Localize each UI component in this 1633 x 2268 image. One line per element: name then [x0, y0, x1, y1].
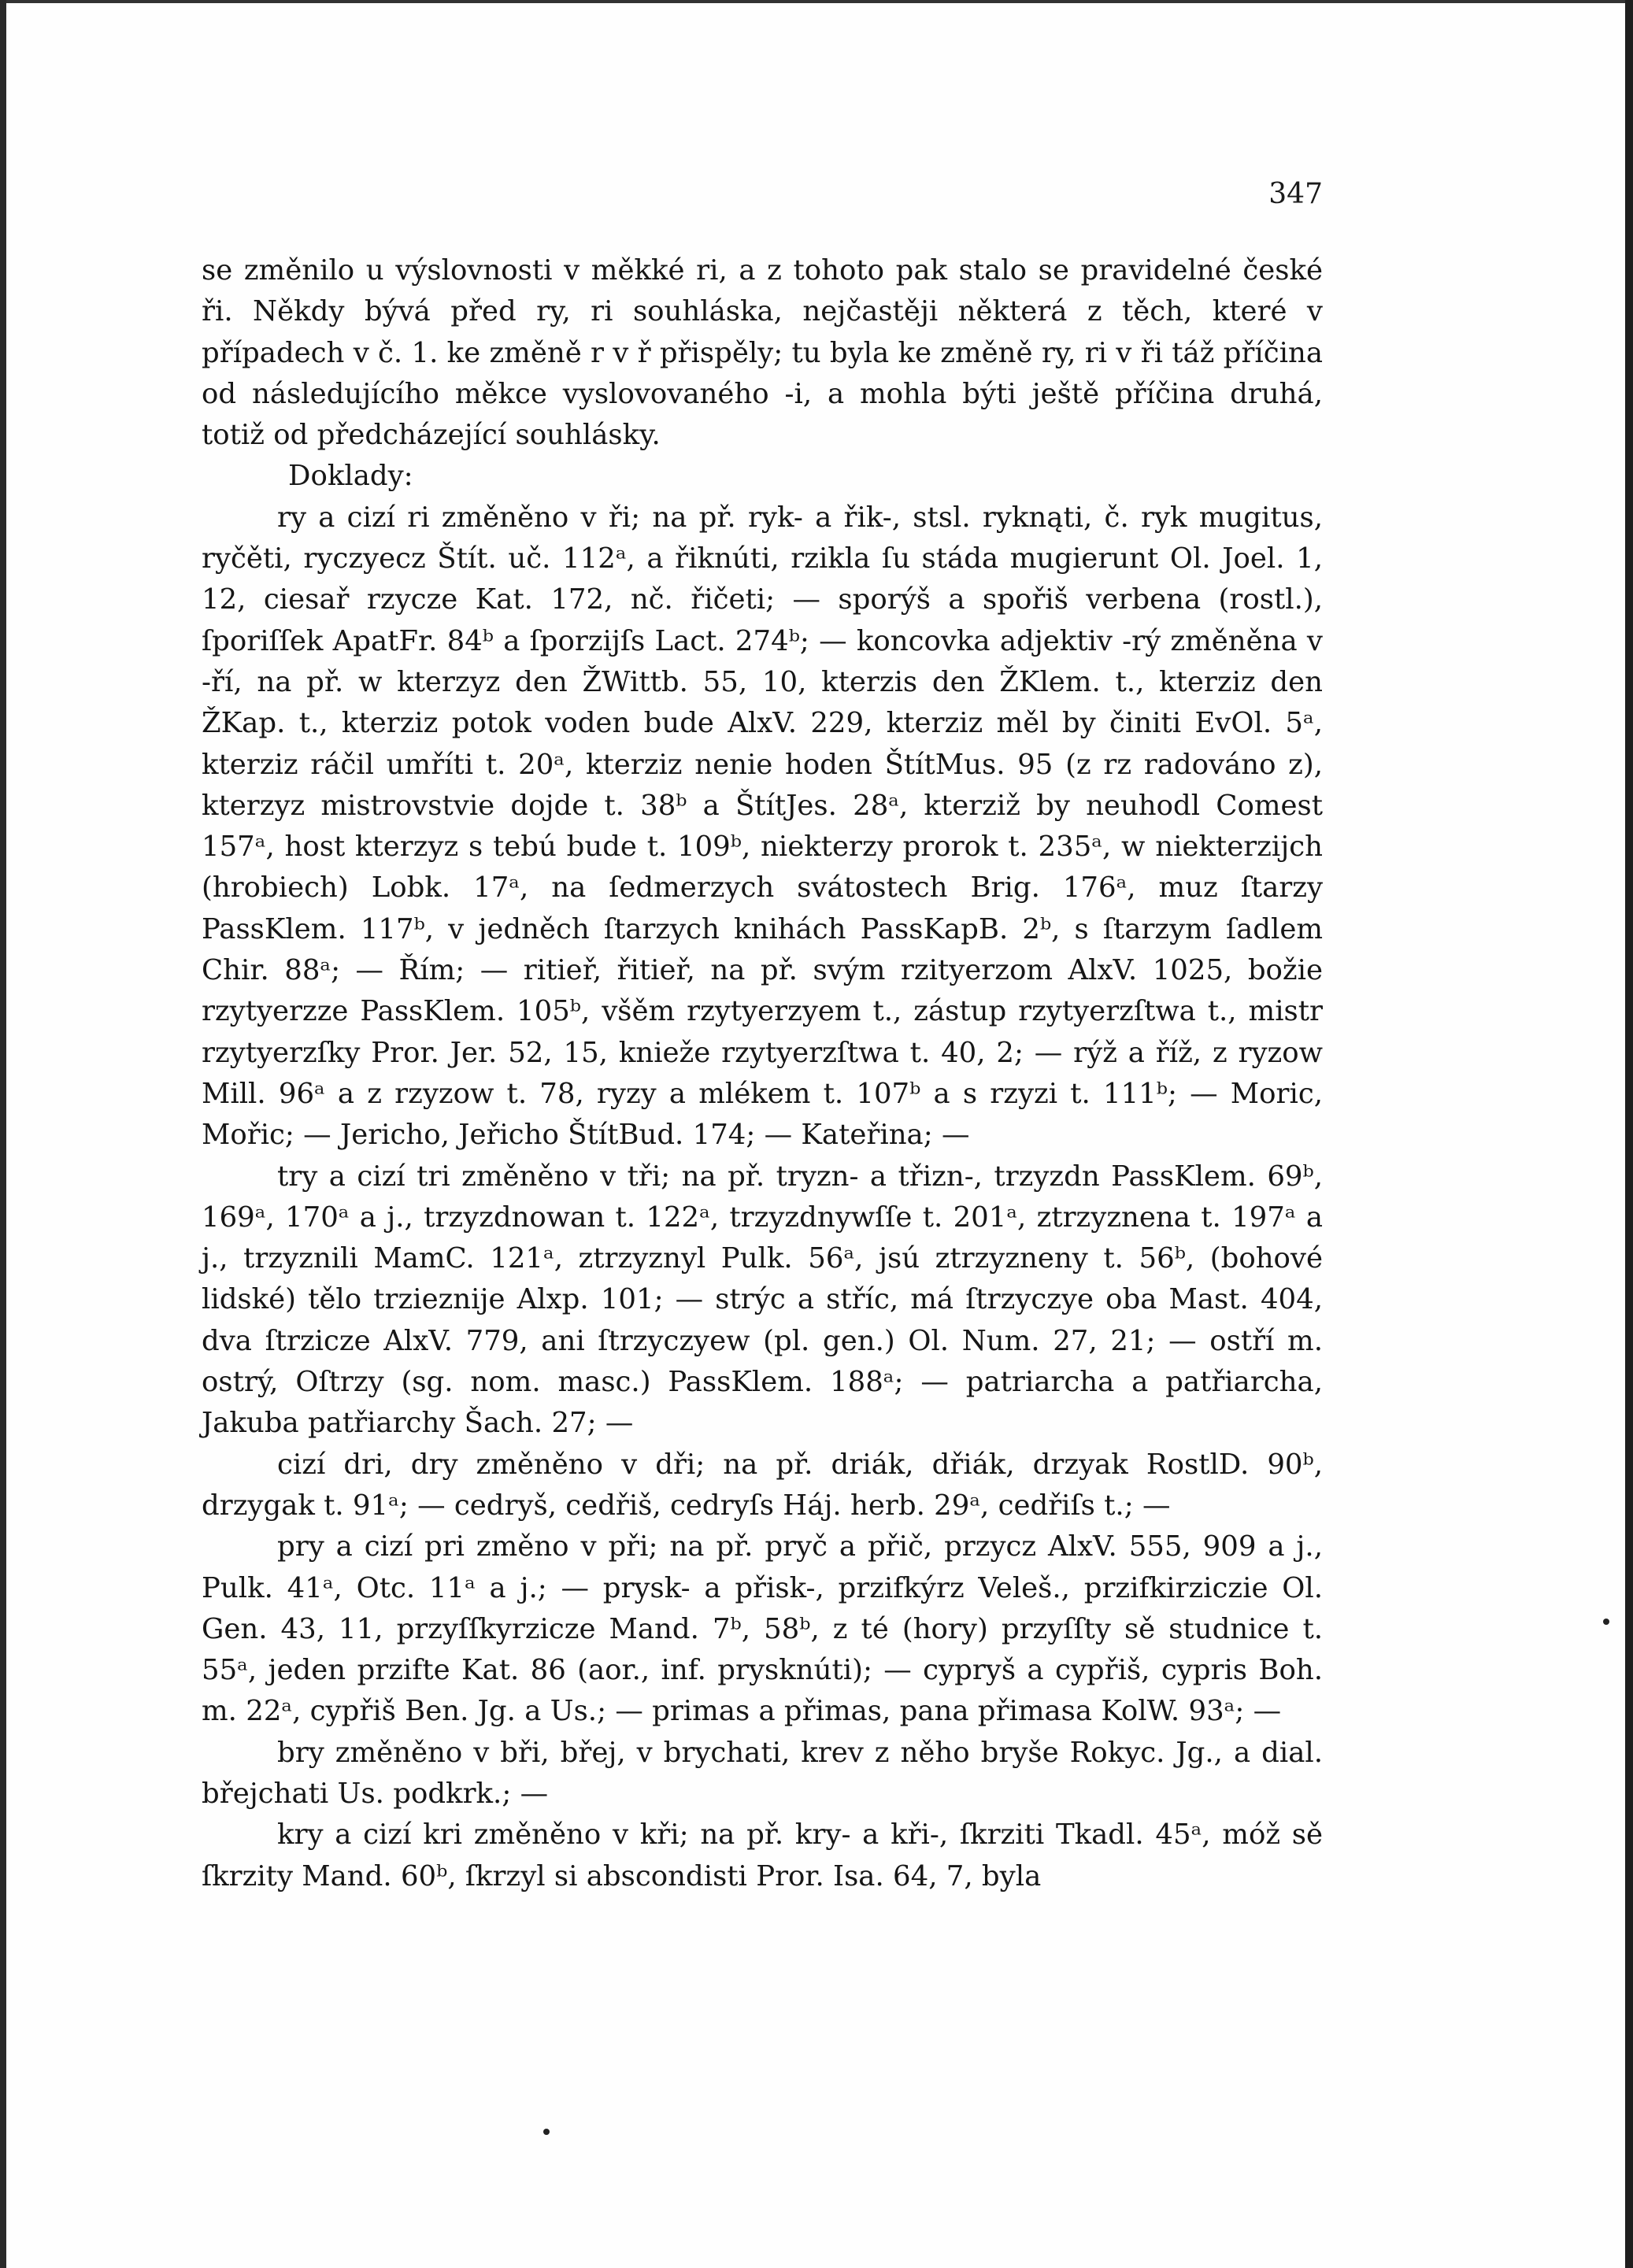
page-number: 347: [1268, 178, 1323, 210]
paragraph-try: try a cizí tri změněno v tři; na př. tryzn- a třizn-, trzyzdn PassKlem. 69ᵇ, 169ᵃ, 170ᵃ a j., trzyzdnowan t. 122ᵃ, trzyzdnywſſe t. 201ᵃ, ztrzyznena t. 197ᵃ a j., trzyznili MamC. 121ᵃ, ztrzyznyl Pulk. 56ᵃ, jsú ztrzyzneny t. 56ᵇ, (bohové lidské) tělo trzieznije Alxp. 101; — strýc a stříc, má ſtrzyczye oba Mast. 404, dva ſtrzicze AlxV. 779, ani ſtrzyczyew (pl. gen.) Ol. Num. 27, 21; — ostří m. ostrý, Oſtrzy (sg. nom. masc.) PassKlem. 188ᵃ; — patriarcha a patřiarcha, Jakuba patřiarchy Šach. 27; —: [202, 1160, 1323, 1440]
paragraph-dri: cizí dri, dry změněno v dři; na př. driák, dřiák, drzyak RostlD. 90ᵇ, drzygak t. 91ᵃ; — cedryš, cedřiš, cedryſs Háj. herb. 29ᵃ, cedřiſs t.; —: [202, 1448, 1323, 1522]
body-text: [202, 250, 1323, 1897]
scan-left-edge: [0, 0, 6, 2268]
scan-right-edge: [1625, 0, 1633, 2268]
bottom-speck: [543, 2129, 550, 2135]
paragraph-ry: ry a cizí ri změněno v ři; na př. ryk- a řik-, stsl. ryknąti, č. ryk mugitus, ryčěti, ryczyecz Štít. uč. 112ᵃ, a řiknúti, rzikla ſu stáda mugierunt Ol. Joel. 1, 12, ciesař rzycze Kat. 172, nč. řičeti; — sporýš a spořiš verbena (rostl.), ſporiſſek ApatFr. 84ᵇ a ſporzijſs Lact. 274ᵇ; — koncovka adjektiv -rý změněna v -ří, na př. w kterzyz den ŽWittb. 55, 10, kterzis den ŽKlem. t., kterziz den ŽKap. t., kterziz potok voden bude AlxV. 229, kterziz měl by činiti EvOl. 5ᵃ, kterziz ráčil umříti t. 20ᵃ, kterziz nenie hoden ŠtítMus. 95 (z rz radováno z), kterzyz mistrovstvie dojde t. 38ᵇ a ŠtítJes. 28ᵃ, kterziž by neuhodl Comest 157ᵃ, host kterzyz s tebú bude t. 109ᵇ, niekterzy prorok t. 235ᵃ, w niekterzijch (hrobiech) Lobk. 17ᵃ, na ſedmerzych svátostech Brig. 176ᵃ, muz ſtarzy PassKlem. 117ᵇ, v jedněch ſtarzych knihách PassKapB. 2ᵇ, s ſtarzym ſadlem Chir. 88ᵃ; — Řím; — ritieř, řitieř, na př. svým rzityerzom AlxV. 1025, božie rzytyerzze PassKlem. 105ᵇ, všěm rzytyerzyem t., zástup rzytyerzſtwa t., mistr rzytyerzſky Pror. Jer. 52, 15, knieže rzytyerzſtwa t. 40, 2; — rýž a říž, z ryzow Mill. 96ᵃ a z rzyzow t. 78, ryzy a mlékem t. 107ᵇ a s rzyzi t. 111ᵇ; — Moric, Mořic; — Jericho, Jeřicho ŠtítBud. 174; — Kateřina; —: [202, 501, 1323, 1152]
scan-top-edge: [0, 0, 1633, 3]
paragraph-pry: pry a cizí pri změno v při; na př. pryč a přič, przycz AlxV. 555, 909 a j., Pulk. 41ᵃ, Otc. 11ᵃ a j.; — prysk- a přisk-, przifkýrz Veleš., przifkirziczie Ol. Gen. 43, 11, przyſſkyrzicze Mand. 7ᵇ, 58ᵇ, z té (hory) przyſſty sě studnice t. 55ᵃ, jeden przifte Kat. 86 (aor., inf. prysknúti); — cypryš a cypřiš, cypris Boh. m. 22ᵃ, cypřiš Ben. Jg. a Us.; — primas a přimas, pana přimasa KolW. 93ᵃ; —: [202, 1530, 1323, 1728]
margin-speck: [1603, 1619, 1609, 1625]
paragraph-bry: bry změněno v bři, břej, v brychati, krev z něho bryše Rokyc. Jg., a dial. břejchati Us. podkrk.; —: [202, 1736, 1323, 1810]
paragraph-doklady-heading: Doklady:: [288, 460, 413, 493]
paragraph-kry: kry a cizí kri změněno v kři; na př. kry- a kři-, ſkrziti Tkadl. 45ᵃ, móž sě ſkrzity Mand. 60ᵇ, ſkrzyl si abscondisti Pror. Isa. 64, 7, byla: [202, 1818, 1323, 1892]
paragraph-intro: se změnilo u výslovnosti v měkké ri, a z tohoto pak stalo se pravidelné české ři. Někdy bývá před ry, ri souhláska, nejčastěji některá z těch, které v případech v č. 1. ke změně r v ř přispěly; tu byla ke změně ry, ri v ři táž příčina od následujícího měkce vyslovovaného -i, a mohla býti ještě příčina druhá, totiž od předcházející souhlásky.: [202, 254, 1323, 452]
